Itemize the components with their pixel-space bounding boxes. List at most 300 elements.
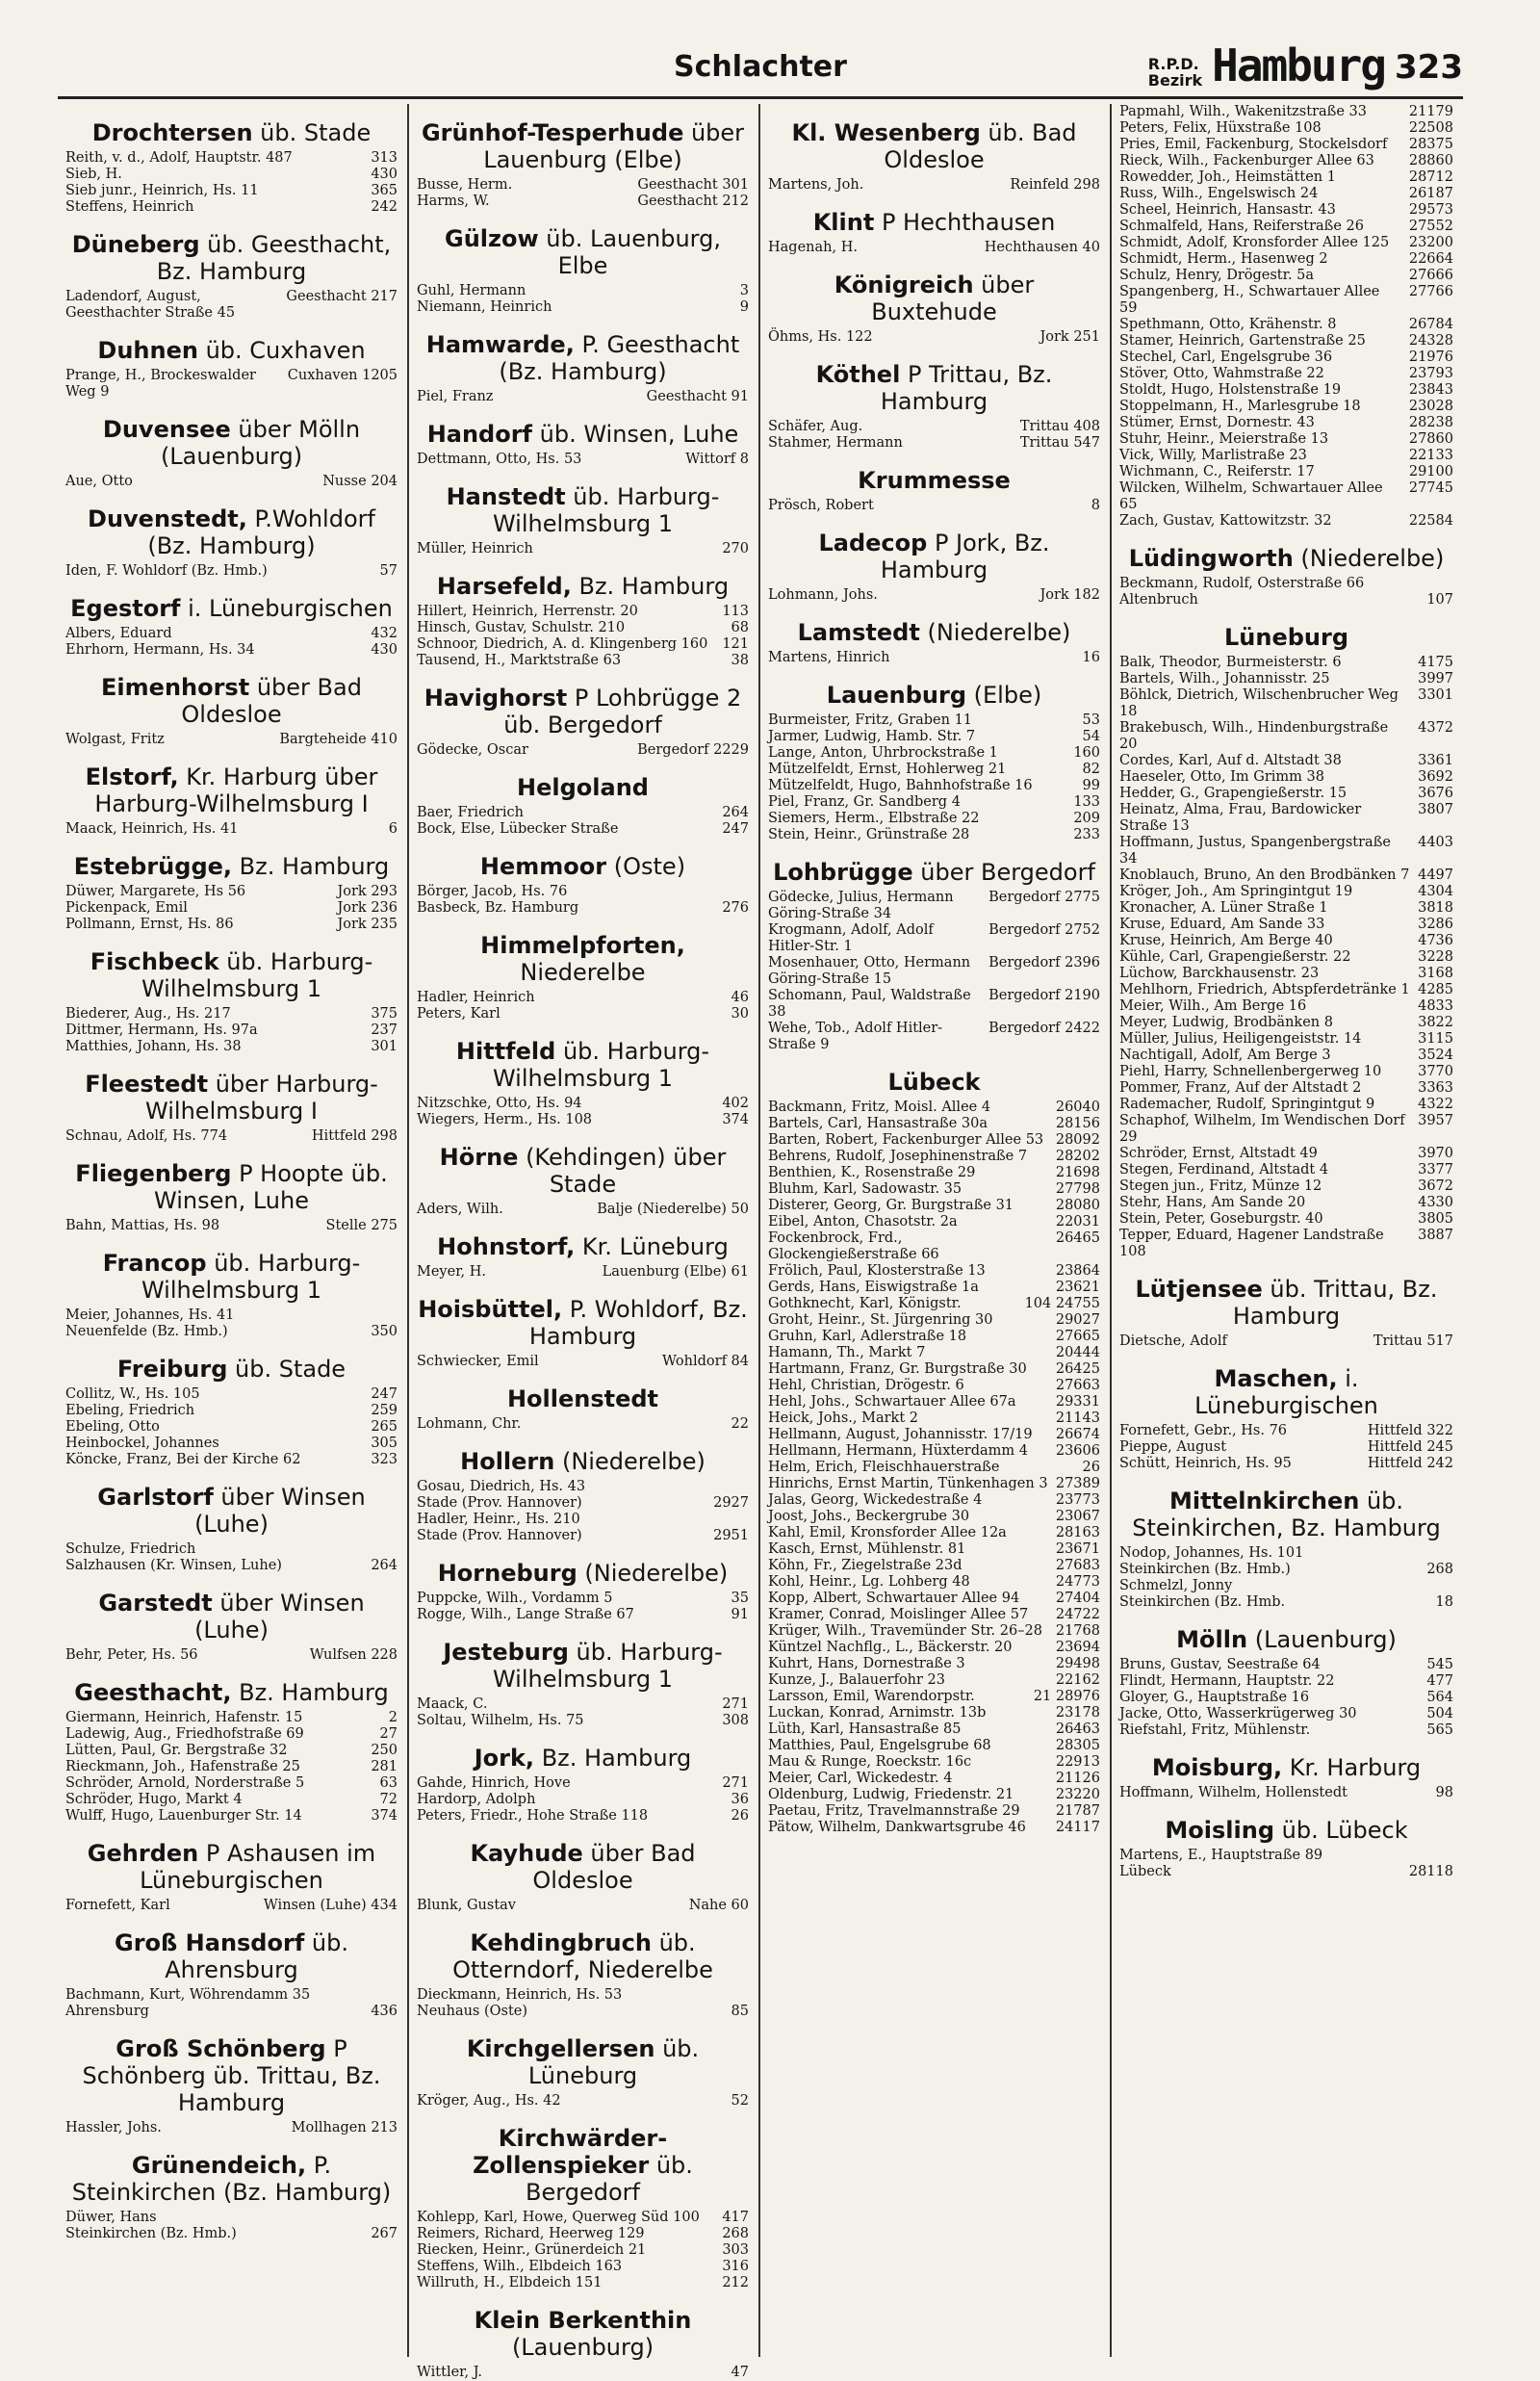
entry-name: Frölich, Paul, Klosterstraße 13 <box>768 1263 986 1279</box>
entry-name: Scheel, Heinrich, Hansastr. 43 <box>1119 202 1336 218</box>
place-name: Hemmoor <box>479 853 607 880</box>
entry-name: Wulff, Hugo, Lauenburger Str. 14 <box>65 1808 302 1824</box>
entry-phone: 47 <box>731 2365 749 2380</box>
place-suffix: über Lauenburg (Elbe) <box>483 119 745 173</box>
list-item <box>65 1419 398 1436</box>
entry-name: Basbeck, Bz. Hamburg <box>417 900 579 916</box>
list-item <box>1119 1864 1453 1880</box>
list-item <box>768 729 1100 745</box>
entry-phone: 23621 <box>1055 1280 1100 1295</box>
entry-name: Wehe, Tob., Adolf Hitler-Straße 9 <box>768 1021 943 1052</box>
entry-phone: 23028 <box>1408 399 1453 414</box>
entry-name: Fockenbrock, Frd., Glockengießerstraße 66 <box>768 1230 939 1262</box>
entry-name: Spangenberg, H., Schwartauer Allee 59 <box>1119 284 1380 316</box>
place-name: Himmelpforten, <box>480 932 685 959</box>
place-name: Hollenstedt <box>506 1385 659 1412</box>
entry-name: Gödecke, Julius, Hermann Göring-Straße 34 <box>768 890 954 921</box>
entry-name: Bock, Else, Lübecker Straße <box>417 821 619 837</box>
entry-phone: 22913 <box>1055 1754 1100 1770</box>
entry-name: Hadler, Heinr., Hs. 210 <box>417 1512 580 1527</box>
entry-phone: 3957 <box>1418 1113 1453 1128</box>
entry-name: Haeseler, Otto, Im Grimm 38 <box>1119 769 1324 785</box>
place-suffix: über Bad Oldesloe <box>532 1840 696 1894</box>
list-item <box>417 1006 749 1022</box>
entry-phone: 160 <box>1073 745 1100 761</box>
list-item <box>768 1771 1100 1787</box>
entry-name: Giermann, Heinrich, Hafenstr. 15 <box>65 1710 303 1725</box>
entry-phone: Wulfsen 228 <box>309 1647 398 1663</box>
entry-phone: 54 <box>1082 729 1100 744</box>
place-suffix: P Hoopte üb. Winsen, Luhe <box>154 1160 388 1214</box>
entry-phone: 267 <box>371 2226 398 2241</box>
list-item <box>768 240 1100 256</box>
entry-phone: 477 <box>1426 1673 1453 1689</box>
list-item <box>1119 120 1453 137</box>
list-item <box>417 900 749 917</box>
entry-phone: 22 <box>731 1416 749 1432</box>
list-item <box>768 650 1100 666</box>
entry-name: Hehl, Christian, Drögestr. 6 <box>768 1378 964 1393</box>
entry-phone: 133 <box>1073 794 1100 810</box>
entry-name: Maack, C. <box>417 1696 488 1712</box>
entry-phone: 63 <box>379 1775 398 1791</box>
entry-phone: 46 <box>731 990 749 1005</box>
list-item <box>1119 900 1453 917</box>
entry-phone: 27666 <box>1408 268 1453 283</box>
list-item <box>768 1476 1100 1492</box>
list-item <box>768 1345 1100 1361</box>
list-item <box>768 1378 1100 1394</box>
place-suffix: üb. Stade <box>252 119 372 146</box>
place-suffix: üb. Steinkirchen, Bz. Hamburg <box>1132 1488 1441 1541</box>
header-right <box>1147 39 1463 91</box>
list-item <box>1119 687 1453 720</box>
entry-name: Stoldt, Hugo, Holstenstraße 19 <box>1119 382 1342 398</box>
column-3 <box>760 104 1112 2357</box>
entry-name: Steinkirchen (Bz. Hmb. <box>1119 1594 1286 1610</box>
entry-name: Helm, Erich, Fleischhauerstraße <box>768 1460 1000 1475</box>
entry-name: Maack, Heinrich, Hs. 41 <box>65 821 239 837</box>
entry-phone: 27766 <box>1408 284 1453 299</box>
place-name: Egestorf <box>70 595 181 622</box>
entry-name: Meier, Carl, Wickedestr. 4 <box>768 1771 953 1786</box>
list-item <box>417 653 749 669</box>
place-heading <box>65 1071 398 1125</box>
entry-phone: 545 <box>1426 1657 1453 1672</box>
entry-phone: 26187 <box>1408 186 1453 201</box>
entry-name: Behrens, Rudolf, Josephinenstraße 7 <box>768 1149 1028 1164</box>
list-item <box>417 805 749 821</box>
entry-name: Schmelzl, Jonny <box>1119 1578 1233 1593</box>
entry-name: Bahn, Mattias, Hs. 98 <box>65 1218 220 1233</box>
place-suffix: Niederelbe <box>520 959 646 986</box>
list-item <box>1119 153 1453 169</box>
entry-phone: 27663 <box>1055 1378 1100 1393</box>
place-heading <box>768 530 1100 583</box>
entry-name: Biederer, Aug., Hs. 217 <box>65 1006 231 1022</box>
place-name: Gehrden <box>87 1840 199 1867</box>
entry-name: Schmidt, Herm., Hasenweg 2 <box>1119 251 1328 267</box>
entry-name: Düwer, Margarete, Hs 56 <box>65 884 246 899</box>
entry-name: Zach, Gustav, Kattowitzstr. 32 <box>1119 513 1332 529</box>
list-item <box>1119 399 1453 415</box>
place-heading <box>65 595 398 622</box>
place-heading <box>65 2035 398 2116</box>
place-heading <box>768 467 1100 494</box>
entry-name: Pieppe, August <box>1119 1439 1227 1455</box>
entry-name: Neuhaus (Oste) <box>417 2004 528 2019</box>
entry-phone: Stelle 275 <box>325 1218 398 1233</box>
entry-name: Köhn, Fr., Ziegelstraße 23d <box>768 1558 962 1573</box>
list-item <box>417 541 749 557</box>
list-item <box>1119 655 1453 671</box>
place-name: Kirchgellersen <box>466 2035 655 2062</box>
entry-name: Hamann, Th., Markt 7 <box>768 1345 926 1360</box>
entry-name: Rademacher, Rudolf, Springintgut 9 <box>1119 1097 1375 1112</box>
place-heading <box>768 619 1100 646</box>
column-1 <box>58 104 409 2357</box>
list-item <box>768 1214 1100 1230</box>
list-item <box>1119 1706 1453 1722</box>
entry-phone: 264 <box>722 805 749 820</box>
entry-name: Pollmann, Ernst, Hs. 86 <box>65 917 234 932</box>
entry-name: Heinbockel, Johannes <box>65 1436 219 1451</box>
entry-name: Busse, Herm. <box>417 177 513 193</box>
list-item <box>65 884 398 900</box>
place-suffix: üb. Otterndorf, Niederelbe <box>452 1929 713 1983</box>
entry-name: Jarmer, Ludwig, Hamb. Str. 7 <box>768 729 976 744</box>
place-suffix: i. Lüneburgischen <box>180 595 393 622</box>
entry-phone: 430 <box>371 167 398 182</box>
list-item <box>1119 1657 1453 1673</box>
list-item <box>768 1296 1100 1312</box>
entry-name: Mützelfeldt, Ernst, Hohlerweg 21 <box>768 762 1007 777</box>
place-suffix: üb. Harburg-Wilhelmsburg 1 <box>492 1038 710 1092</box>
entry-name: Hoffmann, Wilhelm, Hollenstedt <box>1119 1785 1348 1800</box>
entry-name: Tepper, Eduard, Hagener Landstraße 108 <box>1119 1228 1384 1259</box>
entry-phone: 23843 <box>1408 382 1453 398</box>
place-name: Havighorst <box>424 685 568 712</box>
entry-phone: 430 <box>371 642 398 658</box>
list-item <box>417 1096 749 1112</box>
list-item <box>1119 592 1453 608</box>
place-heading <box>768 209 1100 236</box>
place-suffix: Bz. Hamburg <box>231 1679 389 1706</box>
entry-name: Kramer, Conrad, Moislinger Allee 57 <box>768 1607 1029 1622</box>
entry-name: Reimers, Richard, Heerweg 129 <box>417 2226 645 2241</box>
rpd-block <box>1148 56 1202 89</box>
list-item <box>417 620 749 636</box>
list-item <box>768 1558 1100 1574</box>
place-heading <box>1119 1488 1453 1541</box>
list-item <box>768 778 1100 794</box>
entry-name: Mau & Runge, Roeckstr. 16c <box>768 1754 972 1770</box>
entry-phone: 374 <box>722 1112 749 1127</box>
list-item <box>1119 1722 1453 1739</box>
place-name: Maschen, <box>1214 1365 1338 1392</box>
place-name: Hollern <box>460 1448 555 1475</box>
list-item <box>65 1792 398 1808</box>
list-item <box>417 2226 749 2242</box>
entry-name: Hillert, Heinrich, Herrenstr. 20 <box>417 604 638 619</box>
entry-name: Meier, Johannes, Hs. 41 <box>65 1307 235 1323</box>
list-item <box>1119 1113 1453 1146</box>
list-item <box>1119 431 1453 448</box>
entry-name: Lütten, Paul, Gr. Bergstraße 32 <box>65 1743 288 1758</box>
list-item <box>65 289 398 322</box>
entry-name: Beckmann, Rudolf, Osterstraße 66 <box>1119 576 1365 591</box>
entry-phone: 24773 <box>1055 1574 1100 1590</box>
list-item <box>768 1149 1100 1165</box>
entry-phone: 270 <box>722 541 749 556</box>
entry-name: Nitzschke, Otto, Hs. 94 <box>417 1096 582 1111</box>
place-name: Ladecop <box>818 530 928 556</box>
entry-phone: 26465 <box>1055 1230 1100 1246</box>
place-name: Jesteburg <box>443 1639 569 1666</box>
list-item <box>768 1509 1100 1525</box>
list-item <box>1119 513 1453 530</box>
entry-phone: 82 <box>1082 762 1100 777</box>
entry-name: Krüger, Wilh., Travemünder Str. 26–28 <box>768 1623 1042 1639</box>
place-heading <box>1119 1754 1453 1781</box>
place-heading <box>417 573 749 600</box>
place-name: Horneburg <box>437 1560 578 1587</box>
list-item <box>768 1705 1100 1721</box>
entry-name: Steffens, Heinrich <box>65 199 194 215</box>
place-name: Kayhude <box>470 1840 583 1867</box>
list-item <box>1119 1848 1453 1864</box>
entry-name: Riecken, Heinr., Grünerdeich 21 <box>417 2242 647 2258</box>
entry-phone: 29498 <box>1055 1656 1100 1671</box>
entry-name: Stegen, Ferdinand, Altstadt 4 <box>1119 1162 1329 1178</box>
list-item <box>1119 480 1453 513</box>
entry-phone: Reinfeld 298 <box>1010 177 1100 193</box>
place-name: Mittelnkirchen <box>1168 1488 1360 1514</box>
entry-phone: 436 <box>371 2004 398 2019</box>
entry-phone: 3115 <box>1418 1031 1453 1047</box>
entry-name: Schnoor, Diedrich, A. d. Klingenberg 160 <box>417 636 708 652</box>
entry-name: Neuenfelde (Bz. Hmb.) <box>65 1324 228 1339</box>
list-item <box>417 1775 749 1792</box>
list-item <box>417 283 749 299</box>
entry-phone: 271 <box>722 1775 749 1791</box>
entry-phone: Trittau 408 <box>1019 419 1100 434</box>
list-item <box>768 1738 1100 1754</box>
entry-name: Düwer, Hans <box>65 2210 157 2225</box>
entry-phone: 3168 <box>1418 966 1453 981</box>
entry-phone: 3818 <box>1418 900 1453 916</box>
entry-name: Siemers, Herm., Elbstraße 22 <box>768 811 980 826</box>
place-heading <box>768 272 1100 325</box>
entry-name: Stein, Peter, Goseburgstr. 40 <box>1119 1211 1323 1227</box>
list-item <box>65 2004 398 2020</box>
entry-phone: Balje (Niederelbe) 50 <box>597 1202 749 1217</box>
entry-phone: 91 <box>731 1607 749 1622</box>
entry-name: Schulze, Friedrich <box>65 1541 196 1557</box>
entry-name: Schwiecker, Emil <box>417 1354 539 1369</box>
entry-phone: Jork 182 <box>1040 587 1100 603</box>
entry-name: Kohlepp, Karl, Howe, Querweg Süd 100 <box>417 2210 700 2225</box>
place-heading <box>1119 1276 1453 1330</box>
entry-name: Hartmann, Franz, Gr. Burgstraße 30 <box>768 1361 1027 1377</box>
entry-phone: 303 <box>722 2242 749 2258</box>
entry-name: Lohmann, Chr. <box>417 1416 522 1432</box>
list-item <box>1119 1456 1453 1472</box>
entry-phone: 308 <box>722 1713 749 1728</box>
list-item <box>1119 998 1453 1015</box>
place-heading <box>417 853 749 880</box>
place-suffix: P Jork, Bz. Hamburg <box>880 530 1050 583</box>
entry-name: Kröger, Aug., Hs. 42 <box>417 2093 561 2109</box>
place-heading <box>417 1296 749 1350</box>
entry-name: Stehr, Hans, Am Sande 20 <box>1119 1195 1306 1210</box>
entry-name: Kunze, J., Balauerfohr 23 <box>768 1672 946 1688</box>
entry-name: Stade (Prov. Hannover) <box>417 1528 582 1543</box>
entry-name: Peters, Karl <box>417 1006 500 1022</box>
entry-name: Aue, Otto <box>65 474 133 489</box>
entry-name: Riefstahl, Fritz, Mühlenstr. <box>1119 1722 1311 1738</box>
place-heading <box>65 1484 398 1538</box>
place-suffix: (Oste) <box>606 853 686 880</box>
place-suffix: üb. Harburg-Wilhelmsburg 1 <box>492 483 720 537</box>
list-item <box>1119 1594 1453 1611</box>
entry-name: Salzhausen (Kr. Winsen, Luhe) <box>65 1558 282 1573</box>
entry-name: Schröder, Hugo, Markt 4 <box>65 1792 243 1807</box>
list-item <box>417 1112 749 1128</box>
entry-name: Stade (Prov. Hannover) <box>417 1495 582 1511</box>
entry-phone: 259 <box>371 1403 398 1418</box>
list-item <box>1119 1097 1453 1113</box>
list-item <box>768 1230 1100 1263</box>
entry-name: Dieckmann, Heinrich, Hs. 53 <box>417 1987 623 2003</box>
entry-name: Rieck, Wilh., Fackenburger Allee 63 <box>1119 153 1374 168</box>
place-heading <box>65 1160 398 1214</box>
list-item <box>1119 1064 1453 1080</box>
place-suffix: üb. Winsen, Luhe <box>532 421 739 448</box>
entry-phone: 323 <box>371 1452 398 1467</box>
list-item <box>1119 949 1453 966</box>
list-item <box>768 890 1100 922</box>
entry-name: Collitz, W., Hs. 105 <box>65 1386 200 1402</box>
entry-name: Harms, W. <box>417 194 490 209</box>
entry-phone: 3692 <box>1418 769 1453 785</box>
list-item <box>65 1759 398 1775</box>
list-item <box>1119 1562 1453 1578</box>
entry-phone: 3361 <box>1418 753 1453 768</box>
list-item <box>417 1528 749 1544</box>
entry-phone: 27 <box>379 1726 398 1742</box>
entry-name: Ladewig, Aug., Friedhofstraße 69 <box>65 1726 304 1742</box>
list-item <box>768 955 1100 988</box>
entry-phone: 27798 <box>1055 1181 1100 1197</box>
entry-phone: 26784 <box>1408 317 1453 332</box>
entry-phone: 21976 <box>1408 349 1453 365</box>
entry-phone: Bergedorf 2752 <box>988 922 1100 938</box>
place-heading <box>417 225 749 279</box>
entry-name: Stoppelmann, H., Marlesgrube 18 <box>1119 399 1361 414</box>
list-item <box>1119 966 1453 982</box>
entry-name: Prösch, Robert <box>768 498 874 513</box>
list-item <box>768 1021 1100 1053</box>
list-item <box>417 1987 749 2004</box>
entry-phone: 28860 <box>1408 153 1453 168</box>
list-item <box>1119 1031 1453 1048</box>
list-item <box>768 1803 1100 1820</box>
place-name: Lütjensee <box>1135 1276 1263 1303</box>
place-name: Königreich <box>834 272 974 298</box>
place-suffix: über Harburg-Wilhelmsburg I <box>145 1071 378 1125</box>
place-name: Garlstorf <box>97 1484 214 1511</box>
list-item <box>65 1808 398 1825</box>
entry-phone: 3770 <box>1418 1064 1453 1079</box>
entry-name: Groht, Heinr., St. Jürgenring 30 <box>768 1312 993 1328</box>
entry-phone: Wohldorf 84 <box>662 1354 749 1369</box>
entry-phone: 21768 <box>1055 1623 1100 1639</box>
entry-name: Eibel, Anton, Chasotstr. 2a <box>768 1214 958 1229</box>
place-heading <box>417 2125 749 2206</box>
directory-columns <box>58 104 1463 2380</box>
entry-phone: 24722 <box>1055 1607 1100 1622</box>
place-heading <box>417 685 749 738</box>
list-item <box>768 827 1100 843</box>
list-item <box>768 1541 1100 1558</box>
place-heading <box>65 1679 398 1706</box>
place-name: Köthel <box>815 361 901 388</box>
place-heading <box>65 948 398 1002</box>
entry-name: Gödecke, Oscar <box>417 742 528 758</box>
entry-name: Schröder, Ernst, Altstadt 49 <box>1119 1146 1318 1161</box>
list-item <box>65 199 398 216</box>
list-item <box>417 177 749 194</box>
entry-phone: 4322 <box>1418 1097 1453 1112</box>
place-suffix: üb. Trittau, Bz. Hamburg <box>1232 1276 1438 1330</box>
entry-phone: 28092 <box>1055 1132 1100 1148</box>
entry-name: Bluhm, Karl, Sadowastr. 35 <box>768 1181 962 1197</box>
entry-name: Schmidt, Adolf, Kronsforder Allee 125 <box>1119 235 1390 250</box>
entry-phone: 57 <box>379 563 398 579</box>
entry-phone: Hechthausen 40 <box>984 240 1100 255</box>
entry-phone: 72 <box>379 1792 398 1807</box>
entry-name: Tausend, H., Marktstraße 63 <box>417 653 622 668</box>
entry-name: Knoblauch, Bruno, An den Brodbänken 7 <box>1119 867 1410 883</box>
place-suffix: P. Wohldorf, Bz. Hamburg <box>528 1296 748 1350</box>
place-name: Duvensee <box>102 416 231 443</box>
entry-name: Nodop, Johannes, Hs. 101 <box>1119 1545 1304 1561</box>
place-suffix: üb. Cuxhaven <box>197 337 366 364</box>
entry-name: Fornefett, Karl <box>65 1898 170 1913</box>
entry-phone: 23694 <box>1055 1640 1100 1655</box>
list-item <box>417 1512 749 1528</box>
list-item <box>65 917 398 933</box>
list-item <box>1119 802 1453 835</box>
list-item <box>417 389 749 405</box>
place-suffix: Bz. Hamburg <box>534 1745 692 1772</box>
list-item <box>768 1591 1100 1607</box>
place-suffix: üb. Lüneburg <box>527 2035 700 2089</box>
entry-phone: 375 <box>371 1006 398 1022</box>
place-name: Hoisbüttel, <box>418 1296 563 1323</box>
list-item <box>1119 349 1453 366</box>
entry-name: Dittmer, Hermann, Hs. 97a <box>65 1022 258 1038</box>
entry-phone: Geesthacht 91 <box>646 389 749 404</box>
list-item <box>1119 1162 1453 1178</box>
entry-phone: 104 24755 <box>1024 1296 1100 1311</box>
entry-name: Prange, H., Brockeswalder Weg 9 <box>65 368 256 400</box>
list-item <box>768 1410 1100 1427</box>
entry-name: Matthies, Johann, Hs. 38 <box>65 1039 242 1054</box>
list-item <box>65 732 398 748</box>
list-item <box>417 1607 749 1623</box>
